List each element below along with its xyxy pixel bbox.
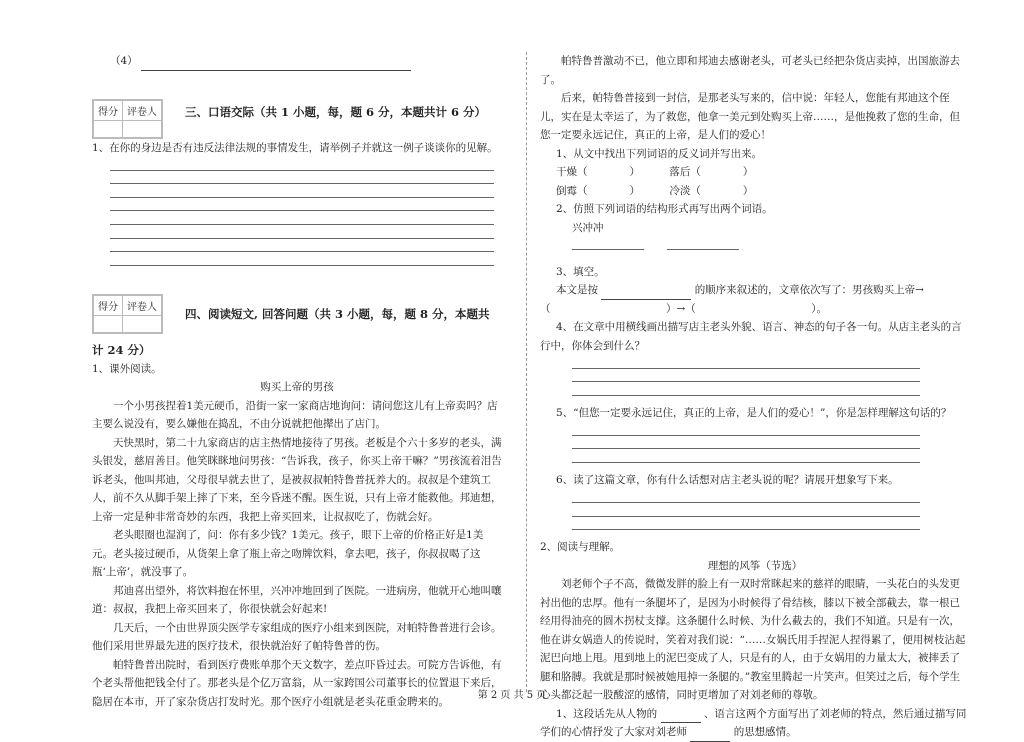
part2-q1-blank-1[interactable] [661,710,701,723]
section4-title-cont: 计 24 分） [92,342,151,357]
grader-cell[interactable] [123,315,162,332]
part2-title: 理想的风筝（节选） [707,559,803,572]
score-cell[interactable] [94,315,123,332]
section4-title: 四、阅读短文, 回答问题（共 3 小题，每，题 8 分，本题共 [185,306,490,321]
right-column [540,52,970,742]
question-4: 4、在文章中用横线画出描写店主老头外貌、语言、神态的句子各一句。从店主老头的言行中，你体会到什么？ [540,321,962,352]
score-cell[interactable] [94,120,123,137]
story-para-1: 一个小男孩捏着1美元硬币，沿街一家一家商店地询问：请问您这儿有上帝卖吗？店主要么说没有，要么嫌他在捣乱，不由分说就把他撵出了店门。 [92,399,498,431]
question-2-blanks [572,237,970,257]
story-title: 购买上帝的男孩 [260,381,334,394]
story-para-6: 帕特鲁普出院时，看到医疗费账单那个天文数字，差点吓昏过去。可院方告诉他，有个老头帮他把钱全付了。那老头是个亿万富翁，从一家跨国公司董事长的位置退下来后，隐居在本市，开了家杂货店打发时光。那个医疗小组就是老头花重金聘来的。 [92,658,502,708]
part2-label: 2、阅读与理解。 [540,541,621,554]
section3-title: 三、口语交际（共 1 小题，每，题 6 分，本题共计 6 分） [185,104,487,119]
section3-answer-lines[interactable] [94,157,502,266]
score-label: 得分 [94,100,123,120]
word-blank-2[interactable] [667,237,739,250]
section3-question: 1、在你的身边是否有违反法律法规的事情发生，请举例子并就这一例子谈谈你的见解。 [92,141,498,154]
part2-q1-text-c: 的思想感情。 [733,726,797,739]
question-3: 3、填空。 [556,265,605,278]
question-5-answer-lines[interactable] [556,422,928,463]
story-para-3: 老头眼圈也湿润了，问：你有多少钱？1美元。孩子，眼下上帝的价格正好是1美元。老头接过硬币，从货架上拿了瓶上帝之吻牌饮料，拿去吧，孩子，你叔叔喝了这瓶‘上帝’，就没事了。 [92,529,484,579]
grader-cell[interactable] [123,120,162,137]
question-5: 5、“但您一定要永远记住，真正的上帝，是人们的爱心！”，你是怎样理解这句话的？ [556,406,952,419]
q3-order-blank[interactable] [601,287,691,300]
question-3-line [556,281,970,300]
question-2-example: 兴冲冲 [572,221,604,234]
antonym-backward[interactable]: 落后（ ） [669,166,754,178]
question-1: 1、从文中找出下列词语的反义词并写出来。 [556,147,763,160]
score-box-section4 [92,294,163,334]
antonym-unlucky[interactable]: 倒霉（ ） [556,184,640,197]
reading-q1-label: 1、课外阅读。 [92,362,162,375]
q3-text-b: 的顺序来叙述的，文章依次写了：男孩购买上帝→ [694,284,924,296]
antonym-row-1 [556,163,970,182]
question-3-sequence[interactable]: （ ）→（ ）。 [540,302,828,315]
score-label: 得分 [94,295,123,315]
antonym-cold[interactable]: 冷淡（ ） [669,184,754,197]
antonym-dry[interactable]: 干燥（ ） [556,166,640,178]
q3-text-a: 本文是按 [556,284,598,296]
q4-answer-blank[interactable] [141,70,411,71]
part2-q1-text-b: 、语言这两个方面写出了刘老师的特点，然后通过描写同学们的心情抒发了大家对刘老师 [540,707,967,739]
section3-header [92,99,502,139]
section4-header [92,294,502,334]
part2-q1-blank-2[interactable] [690,729,730,742]
question-2: 2、仿照下列词语的结构形式再写出两个词语。 [556,203,773,215]
q4-line [110,52,502,71]
story-para-4: 邦迪喜出望外，将饮料抱在怀里，兴冲冲地回到了医院。一进病房，他就开心地叫嚷道：叔叔，我把上帝买回来了，你很快就会好起来! [92,584,502,616]
part2-q1-text-a: 1、这段话先从人物的 [556,707,658,720]
word-blank-1[interactable] [572,237,644,250]
page-number: 第 2 页 共 5 页 [477,690,547,701]
story-para-5: 几天后，一个由世界顶尖医学专家组成的医疗小组来到医院，对帕特鲁普进行会诊。他们采用世界最先进的医疗技术，很快就治好了帕特鲁普的伤。 [92,621,502,653]
left-column [92,52,502,711]
question-4-answer-lines[interactable] [556,355,928,396]
grader-label: 评卷人 [123,295,162,315]
part2-paragraph: 刘老师个子不高，微微发胖的脸上有一双时常眯起来的慈祥的眼睛，一头花白的头发更衬出他的忠厚。他有一条腿坏了，是因为小时候得了骨结核，膝以下被全部截去，靠一根已经用得油亮的圆木拐杖支撑。这条腿什么时候、为什么截去的，我们不知道。只是有一次，他在讲女娲造人的传说时，笑着对我们说：“……女娲氏用手捏泥人捏得累了，便用树枝沾起泥巴向地上甩。甩到地上的泥巴变成了人，只是有的人，由于女娲用的力量太大，被摔丢了腿和胳膊。我就是那时候被她甩掉一条腿的。”教室里腾起一片笑声。但笑过之后，每个学生心头都泛起一股酸涩的感情，同时更增加了对刘老师的尊敬。 [540,578,966,702]
question-6: 6、读了这篇文章，你有什么话想对店主老头说的呢？请展开想象写下来。 [556,474,899,487]
story-para-8: 后来，帕特鲁普接到一封信，是那老头写来的，信中说：年轻人，您能有邦迪这个侄儿，实在是太幸运了，为了救您，他拿一美元到处购买上帝……，是他挽救了您的生命，但您一定要永远记住，真正的上帝，是人们的爱心！ [540,92,960,141]
part2-question-1 [540,705,970,742]
story-para-2: 天快黑时，第二十九家商店的店主热情地接待了男孩。老板是个六十多岁的老头，满头银发，慈眉善目。他笑眯眯地问男孩：“告诉我，孩子，你买上帝干嘛？”男孩流着泪告诉老头，他叫邦迪，父母很早就去世了，是被叔叔帕特鲁普抚养大的。叔叔是个建筑工人，前不久从脚手架上摔了下来，至今昏迷不醒。医生说，只有上帝才能救他。邦迪想，上帝一定是种非常奇妙的东西，我把上帝买回来，让叔叔吃了，伤就会好。 [92,436,502,523]
antonym-row-2 [556,182,970,201]
question-6-answer-lines[interactable] [556,490,928,531]
score-box-section3 [92,99,163,139]
grader-label: 评卷人 [123,100,162,120]
story-para-7: 帕特鲁普激动不已，他立即和邦迪去感谢老头，可老头已经把杂货店卖掉，出国旅游去了。 [540,55,960,86]
q4-label: （4） [110,55,138,67]
column-divider [526,52,527,692]
